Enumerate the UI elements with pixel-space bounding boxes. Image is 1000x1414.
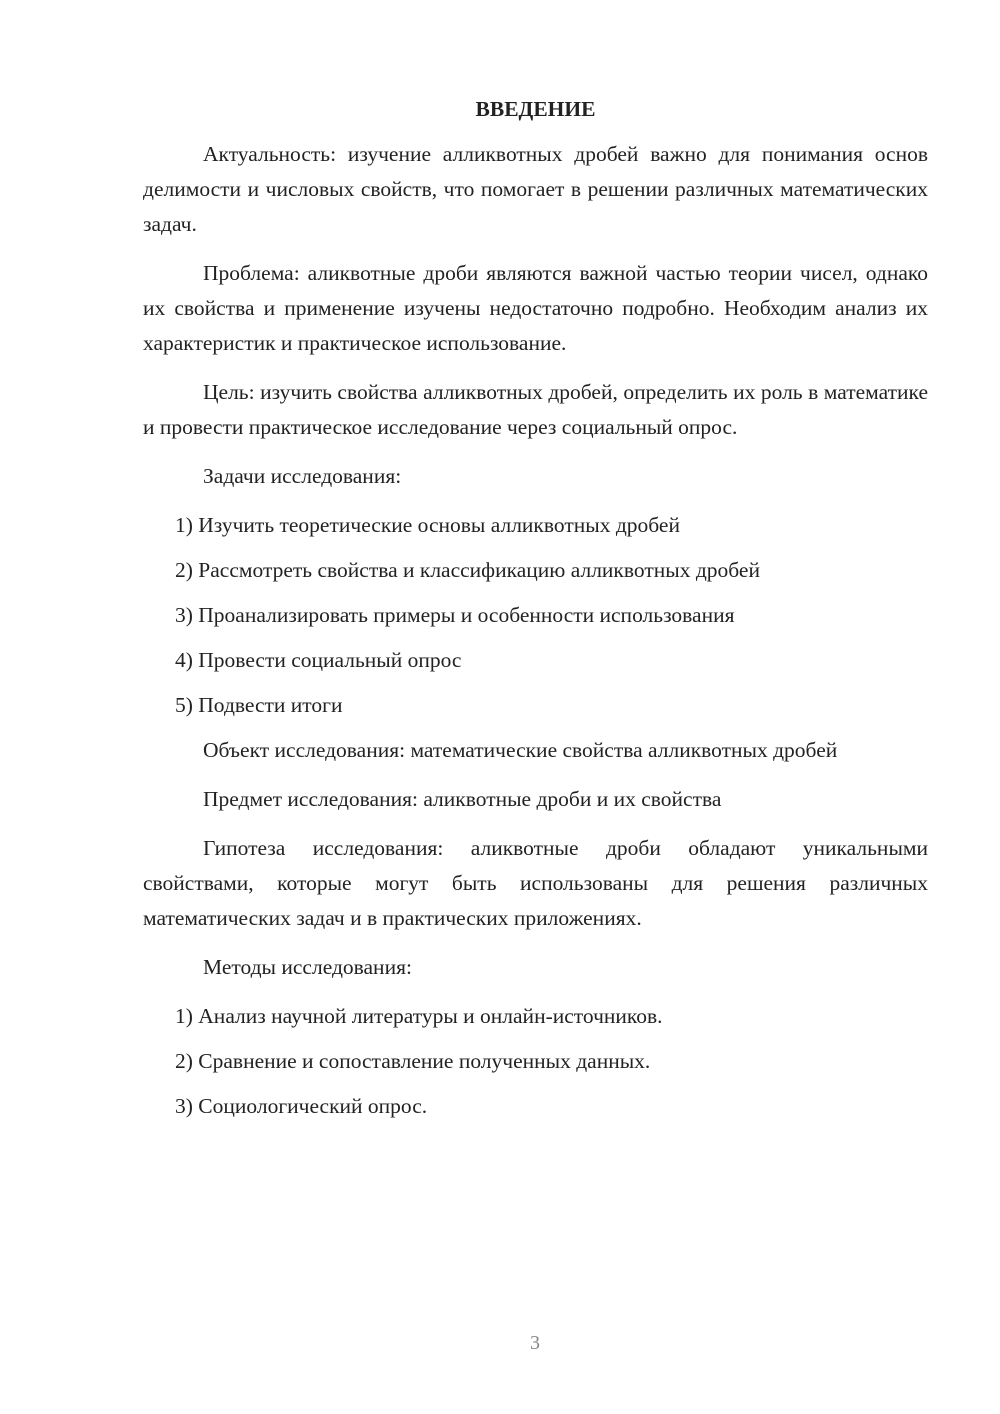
tasks-title: Задачи исследования: (203, 464, 402, 488)
page-heading: ВВЕДЕНИЕ (475, 97, 596, 121)
page-number: 3 (530, 1332, 540, 1354)
subject-paragraph: Предмет исследования: аликвотные дроби и их свойства (203, 787, 722, 811)
method-item: 3) Социологический опрос. (175, 1094, 428, 1118)
object-paragraph: Объект исследования: математические свойства алликвотных дробей (203, 738, 838, 762)
hypothesis-paragraph: Гипотеза исследования: аликвотные дроби обладают уникальными свойствами, которые могут быть использованы для решения различных математических задач и в практических приложениях. (143, 836, 928, 930)
task-item: 4) Провести социальный опрос (175, 648, 462, 672)
relevance-paragraph: Актуальность: изучение алликвотных дробей важно для понимания основ делимости и числовых свойств, что помогает в решении различных математических задач. (143, 142, 928, 236)
goal-paragraph: Цель: изучить свойства алликвотных дробей, определить их роль в математике и провести практическое исследование через социальный опрос. (143, 380, 928, 439)
task-item: 1) Изучить теоретические основы алликвотных дробей (175, 513, 680, 537)
page-content (143, 92, 928, 1134)
methods-title: Методы исследования: (203, 955, 412, 979)
method-item: 1) Анализ научной литературы и онлайн-источников. (175, 1004, 663, 1028)
task-item: 3) Проанализировать примеры и особенности использования (175, 603, 735, 627)
task-item: 5) Подвести итоги (175, 693, 343, 717)
task-item: 2) Рассмотреть свойства и классификацию алликвотных дробей (175, 558, 760, 582)
method-item: 2) Сравнение и сопоставление полученных данных. (175, 1049, 651, 1073)
problem-paragraph: Проблема: аликвотные дроби являются важной частью теории чисел, однако их свойства и применение изучены недостаточно подробно. Необходим анализ их характеристик и практическое использование. (143, 261, 928, 355)
